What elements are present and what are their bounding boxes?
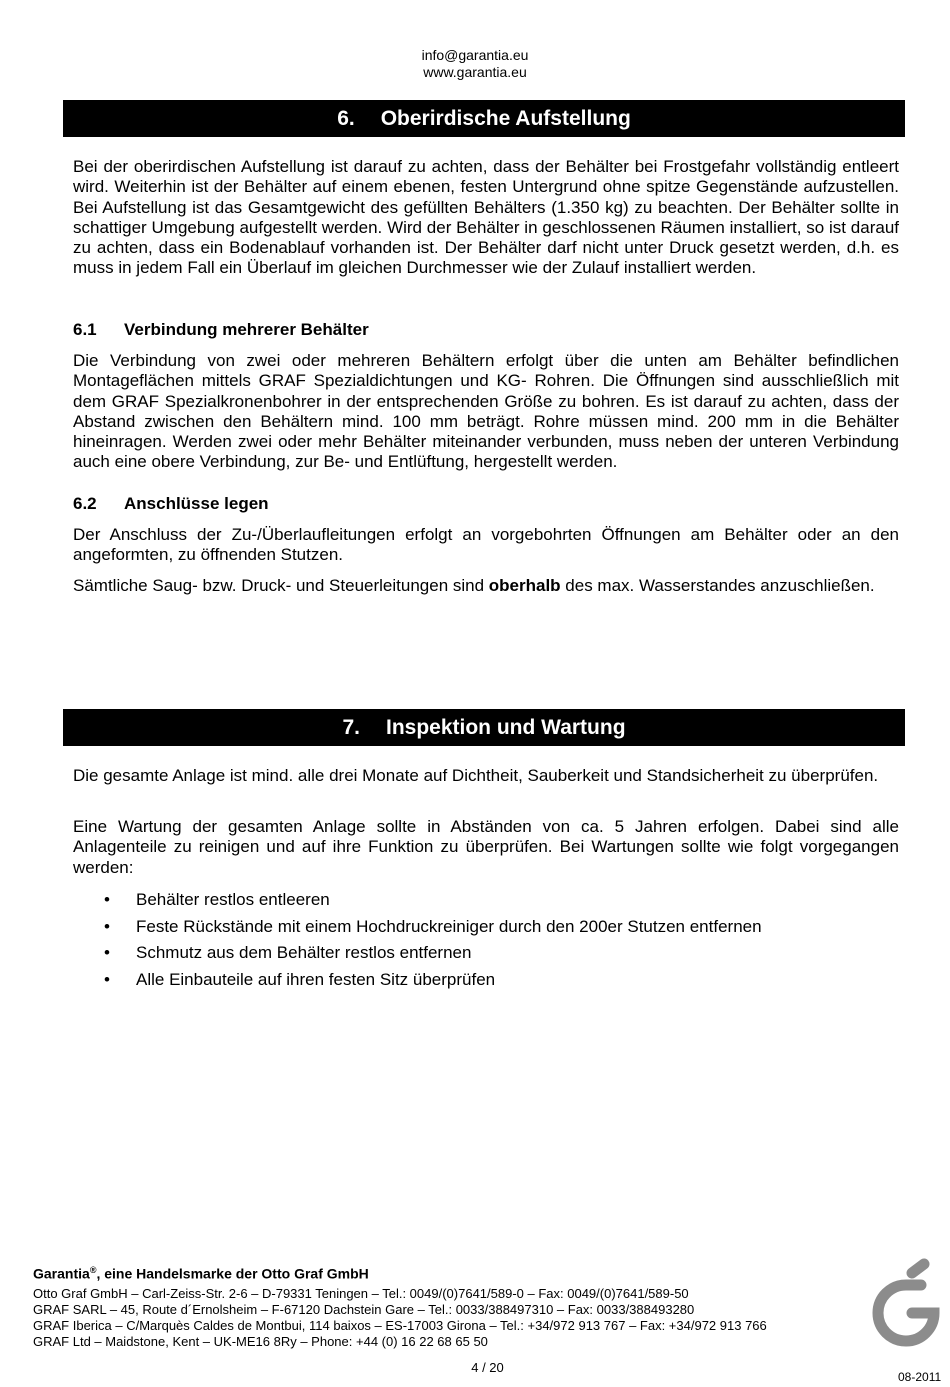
list-item (73, 970, 495, 990)
subsection-6-1-number: 6.1 (73, 320, 97, 339)
subsection-6-2-title: Anschlüsse legen (124, 494, 269, 513)
registered-mark: ® (89, 1265, 97, 1275)
footer-brand: Garantia (33, 1265, 90, 1282)
header-website: www.garantia.eu (423, 64, 527, 80)
header-email: info@garantia.eu (421, 47, 529, 63)
section-6-title: Oberirdische Aufstellung (380, 106, 631, 130)
section-7-heading (63, 709, 905, 746)
subsection-6-1-text: Die Verbindung von zwei oder mehreren Behältern erfolgt über die unten am Behälter befindlichen Montageflächen mittels GRAF Spezialdichtungen und KG- Rohren. Die Öffnungen sind ausschließlich mit dem GRAF Spezialkronenbohrer in der entsprechenden Größe zu bohren. Es ist darauf zu achten, dass der Abstand zwischen den Behältern mind. 100 mm beträgt. Rohre müssen mind. 200 mm in die Behälter hineinragen. Werden zwei oder mehr Behälter miteinander verbunden, muss neben der unteren Verbindung auch eine obere Verbindung, zur Be- und Entlüftung, hergestellt werden. (73, 351, 899, 472)
section-7-title: Inspektion und Wartung (385, 715, 626, 739)
bullet-dot-icon: • (104, 890, 110, 909)
section-7-number: 7. (342, 715, 360, 739)
subsection-6-2-heading (73, 494, 269, 514)
subsection-6-1-heading (73, 320, 369, 340)
garantia-g-logo-icon (864, 1254, 946, 1358)
subsection-6-2-number: 6.2 (73, 494, 97, 513)
subsection-6-2-text2 (73, 576, 899, 596)
list-item-text: Alle Einbauteile auf ihren festen Sitz überprüfen (136, 970, 496, 989)
page-number: 4 / 20 (471, 1360, 504, 1375)
text2-before: Sämtliche Saug- bzw. Druck- und Steuerleitungen sind (73, 576, 489, 595)
bullet-dot-icon: • (104, 970, 110, 989)
document-date: 08-2011 (898, 1370, 942, 1384)
text2-after: des max. Wasserstandes anzuschließen. (560, 576, 875, 595)
section-6-intro: Bei der oberirdischen Aufstellung ist darauf zu achten, dass der Behälter bei Frostgefahr vollständig entleert wird. Weiterhin ist der Behälter auf einem ebenen, festen Untergrund ohne spitze Gegenstände aufzustellen. Bei Aufstellung ist das Gesamtgewicht des gefüllten Behälters (1.350 kg) zu beachten. Der Behälter sollte in schattiger Umgebung aufgestellt werden. Wird der Behälter in geschlossenen Räumen installiert, so ist darauf zu achten, dass ein Bodenablauf vorhanden ist. Der Behälter darf nicht unter Druck gesetzt werden, d.h. es muss in jedem Fall ein Überlauf im gleichen Durchmesser wie der Zulauf installiert werden. (73, 157, 899, 278)
footer-address-line: GRAF SARL – 45, Route d´Ernolsheim – F-67120 Dachstein Gare – Tel.: 0033/388497310 – Fax: 0033/388493280 (33, 1302, 695, 1317)
section-7-para2: Eine Wartung der gesamten Anlage sollte in Abständen von ca. 5 Jahren erfolgen. Dabei sind alle Anlagenteile zu reinigen und auf ihre Funktion zu überprüfen. Bei Wartungen sollte wie folgt vorgegangen werden: (73, 817, 899, 877)
list-item (73, 890, 330, 910)
list-item-text: Feste Rückstände mit einem Hochdruckreiniger durch den 200er Stutzen entfernen (136, 917, 762, 936)
subsection-6-2-text1: Der Anschluss der Zu-/Überlaufleitungen erfolgt an vorgebohrten Öffnungen am Behälter oder an den angeformten, zu öffnenden Stutzen. (73, 525, 899, 565)
text2-bold: oberhalb (488, 576, 561, 595)
footer-brand-line (33, 1265, 369, 1282)
list-item (73, 917, 762, 937)
subsection-6-1-title: Verbindung mehrerer Behälter (124, 320, 369, 339)
footer-brand-suffix: , eine Handelsmarke der Otto Graf GmbH (96, 1265, 369, 1282)
footer-address-line: GRAF Iberica – C/Marquès Caldes de Montbui, 114 baixos – ES-17003 Girona – Tel.: +34/972 913 767 – Fax: +34/972 913 766 (33, 1318, 767, 1333)
section-6-heading (63, 100, 905, 137)
section-7-para1: Die gesamte Anlage ist mind. alle drei Monate auf Dichtheit, Sauberkeit und Standsicherheit zu überprüfen. (73, 766, 879, 785)
bullet-dot-icon: • (104, 943, 110, 962)
bullet-dot-icon: • (104, 917, 110, 936)
list-item-text: Behälter restlos entleeren (136, 890, 330, 909)
footer-address-line: GRAF Ltd – Maidstone, Kent – UK-ME16 8Ry – Phone: +44 (0) 16 22 68 65 50 (33, 1334, 488, 1349)
list-item (73, 943, 471, 963)
section-6-number: 6. (337, 106, 355, 130)
footer-address-line: Otto Graf GmbH – Carl-Zeiss-Str. 2-6 – D-79331 Teningen – Tel.: 0049/(0)7641/589-0 – Fax: 0049/(0)7641/589-50 (33, 1286, 689, 1301)
list-item-text: Schmutz aus dem Behälter restlos entfernen (136, 943, 472, 962)
